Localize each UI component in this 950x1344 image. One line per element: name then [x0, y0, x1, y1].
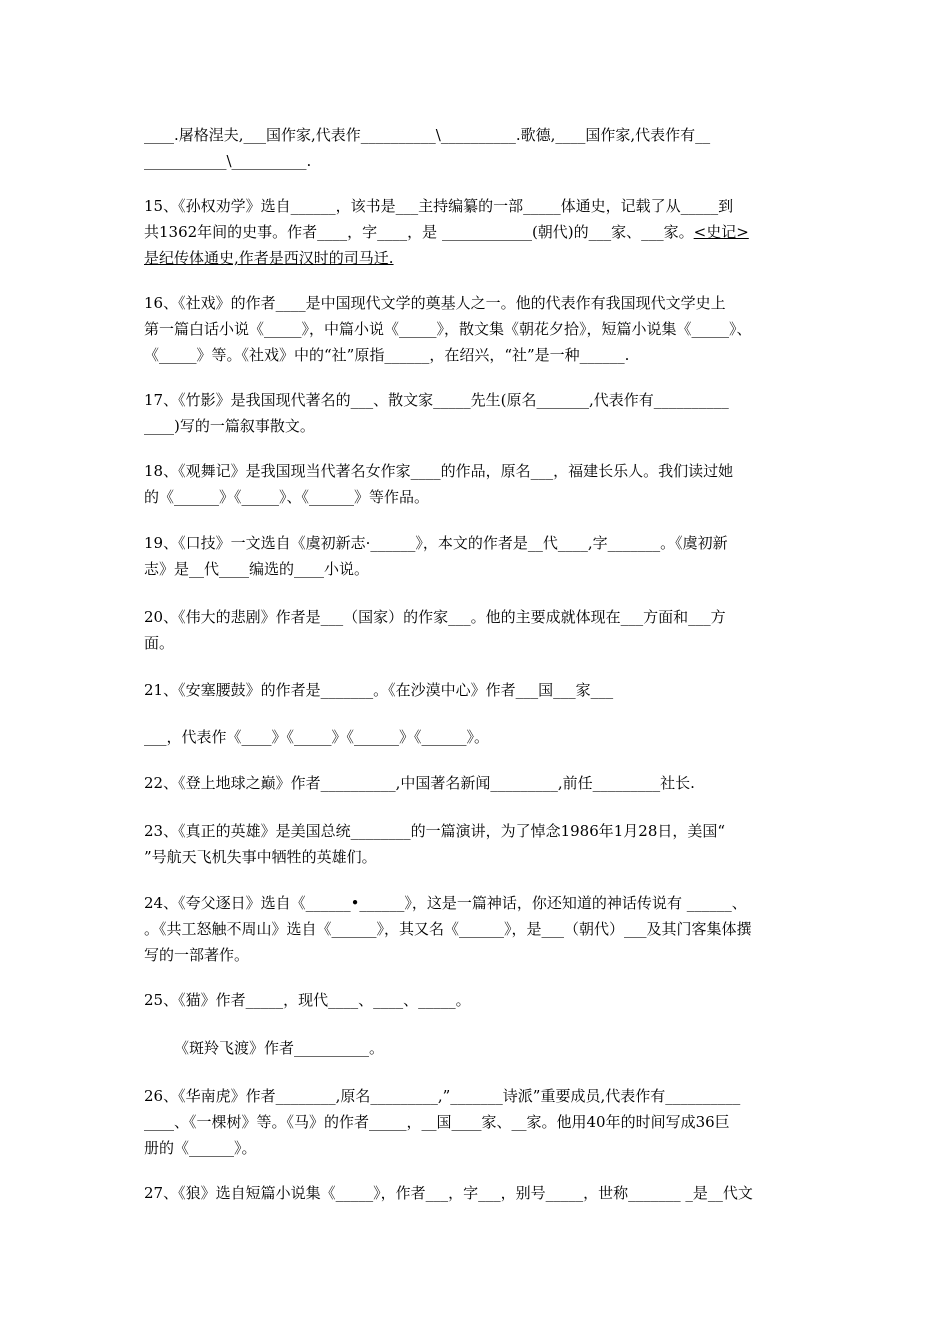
text-line: 志》是__代____编选的____小说。: [144, 560, 370, 578]
text-line: 27、《狼》选自短篇小说集《_____》，作者___，字___，别号_____，世称_______ _是__代文: [144, 1184, 753, 1202]
text-line: 19、《口技》一文选自《虞初新志·______》，本文的作者是__代____,字_______。《虞初新: [144, 534, 728, 552]
paragraph-15: [144, 193, 810, 271]
text-line: ”号航天飞机失事中牺牲的英雄们。: [144, 848, 377, 866]
text-line: 第一篇白话小说《_____》，中篇小说《_____》，散文集《朝花夕拾》，短篇小说集《_____》、: [144, 320, 752, 338]
paragraph-27: [144, 1180, 810, 1206]
text-line: 22、《登上地球之巅》作者__________,中国著名新闻_________,前任_________社长.: [144, 774, 695, 792]
text-line: 26、《华南虎》作者________,原名_________,”_______诗派”重要成员,代表作有__________: [144, 1087, 741, 1105]
text-line: 《斑羚飞渡》作者__________。: [174, 1039, 385, 1057]
text-line: 18、《观舞记》是我国现当代著名女作家____的作品，原名___，福建长乐人。我们读过她: [144, 462, 734, 480]
text-line: 。《共工怒触不周山》选自《______》，其又名《______》，是___（朝代）___及其门客集体撰: [144, 920, 752, 938]
paragraph-25-continued: [144, 1035, 840, 1061]
text-line: ____)写的一篇叙事散文。: [144, 417, 315, 435]
text-line: ___，代表作《____》《_____》《______》《______》。: [144, 728, 490, 746]
paragraph-20: [144, 604, 810, 656]
paragraph-23: [144, 818, 810, 870]
paragraph-21-continued: [144, 724, 810, 750]
text-line: 15、《孙权劝学》选自______，该书是___主持编纂的一部_____体通史，记载了从_____到: [144, 197, 734, 215]
paragraph-18: [144, 458, 810, 510]
paragraph-19: [144, 530, 810, 582]
text-line: 的《______》《_____》、《______》等作品。: [144, 488, 430, 506]
text-line: 册的《______》。: [144, 1139, 257, 1157]
paragraph-21: [144, 677, 810, 703]
paragraph-26: [144, 1083, 810, 1161]
paragraph-25: [144, 987, 810, 1013]
text-line: ___________\__________.: [144, 152, 312, 170]
text-line: 20、《伟大的悲剧》作者是___（国家）的作家___。他的主要成就体现在___方面和___方: [144, 608, 726, 626]
paragraph-16: [144, 290, 810, 368]
paragraph-24: [144, 890, 810, 968]
text-segment: 共1362年间的史事。作者____，字____，是 ____________(朝代)的___家、___家。: [144, 223, 694, 241]
text-line: ____.屠格涅夫,___国作家,代表作__________\__________.歌德,____国作家,代表作有__: [144, 126, 711, 144]
text-line: 23、《真正的英雄》是美国总统________的一篇演讲，为了悼念1986年1月28日，美国“: [144, 822, 726, 840]
text-line: [144, 219, 810, 245]
text-line: 《_____》等。《社戏》中的“社”原指______，在绍兴，“社”是一种______.: [144, 346, 630, 364]
text-line: 21、《安塞腰鼓》的作者是_______。《在沙漠中心》作者___国___家___: [144, 681, 614, 699]
text-line: 面。: [144, 634, 175, 652]
underlined-text: <史记>: [693, 223, 749, 241]
text-line: 17、《竹影》是我国现代著名的___、散文家_____先生(原名_______,代表作有__________: [144, 391, 729, 409]
text-line: 写的一部著作。: [144, 946, 250, 964]
paragraph-22: [144, 770, 810, 796]
text-line: 24、《夸父逐日》选自《______•______》，这是一篇神话，你还知道的神话传说有 ______、: [144, 894, 747, 912]
text-line: 16、《社戏》的作者____是中国现代文学的奠基人之一。他的代表作有我国现代文学史上: [144, 294, 726, 312]
paragraph-17: [144, 387, 810, 439]
paragraph-14-tail: [144, 122, 810, 174]
underlined-text-line: 是纪传体通史,作者是西汉时的司马迁.: [144, 249, 394, 267]
document-page: [144, 0, 810, 1344]
text-line: 25、《猫》作者_____，现代____、____、_____。: [144, 991, 471, 1009]
text-line: ____、《一棵树》等。《马》的作者_____，__国____家、__家。他用40年的时间写成36巨: [144, 1113, 730, 1131]
